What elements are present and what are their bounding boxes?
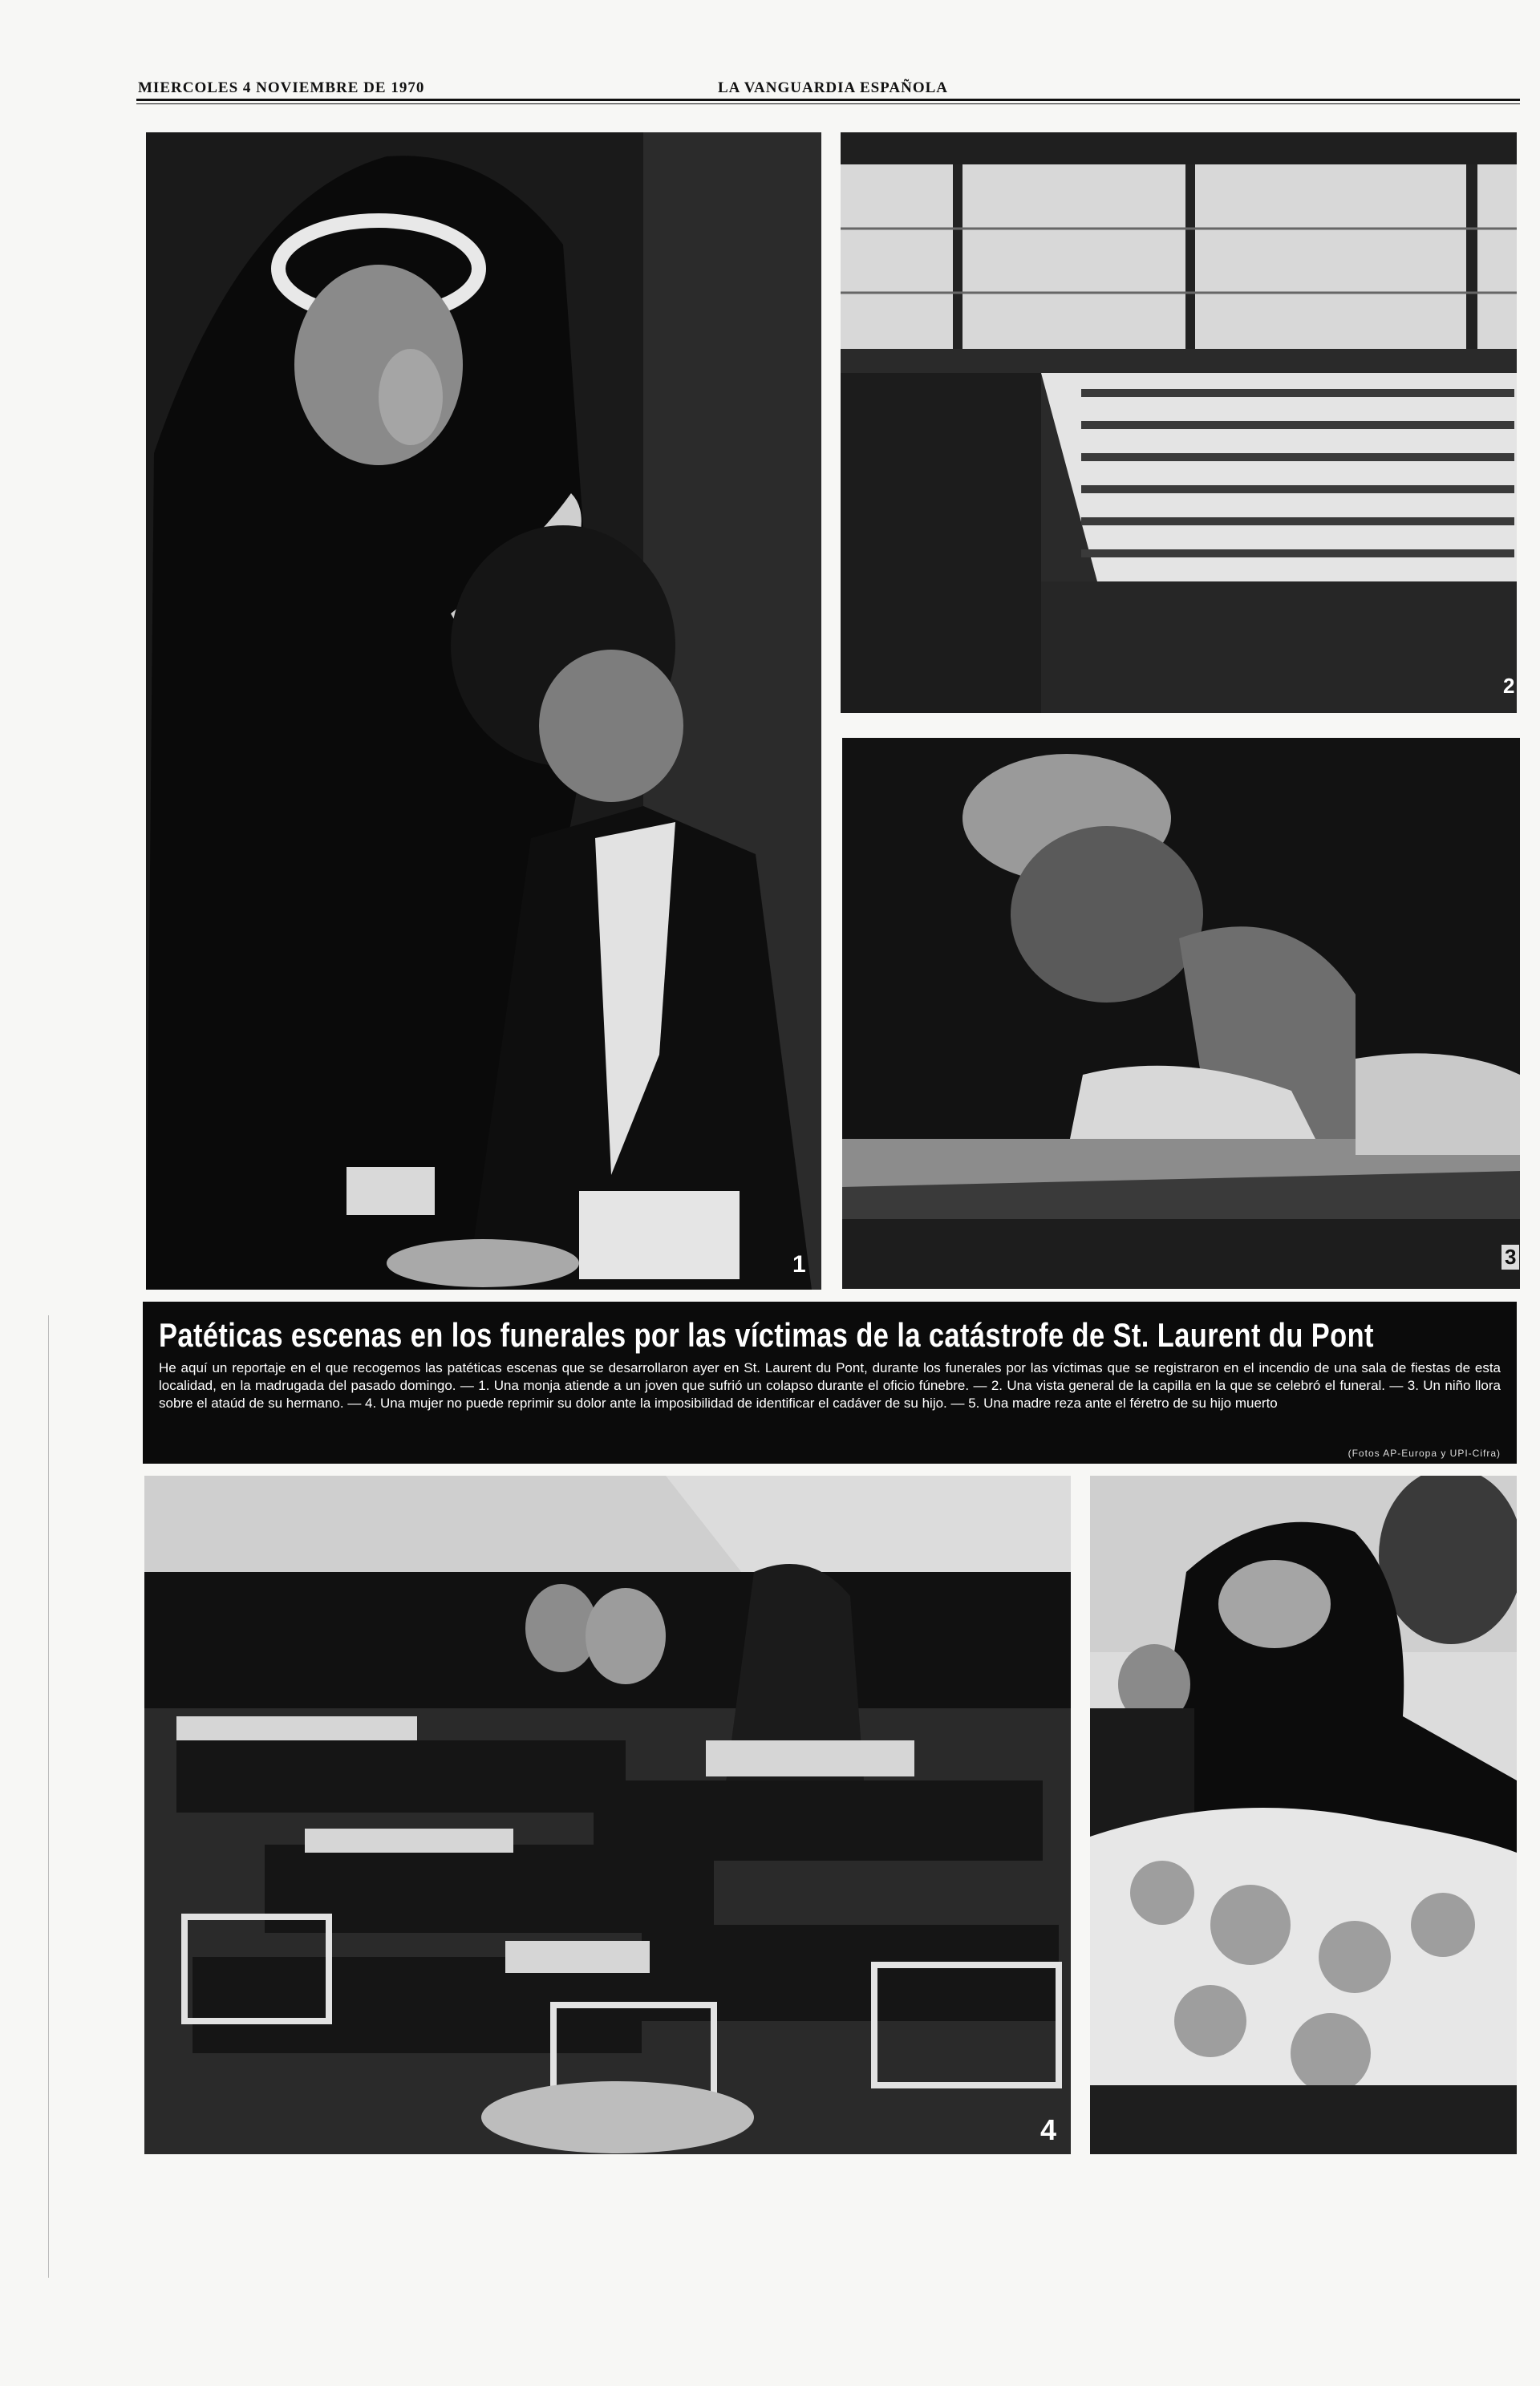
photo-1-nun-and-young-man — [146, 132, 821, 1290]
article-body: He aquí un reportaje en el que recogemos las patéticas escenas que se desarrollaron ayer en St. Laurent du Pont, durante los funerales por las víctimas que se registraron en el incendio de una sala de fiestas de esta localidad, en la madrugada del pasado domingo. — 1. Una monja atiende a un joven que sufrió un colapso durante el oficio fúnebre. — 2. Una vista general de la capilla en la que se celebró el funeral. — 3. Un niño llora sobre el ataúd de su hermano. — 4. Una mujer no puede reprimir su dolor ante la imposibilidad de identificar el cadáver de su hijo. — 5. Una madre reza ante el féretro de su hijo muerto — [159, 1360, 1501, 1411]
photo-5-mother-praying — [1090, 1476, 1517, 2154]
photo-4-woman-among-coffins — [144, 1476, 1071, 2154]
photo-3-number: 3 — [1502, 1245, 1519, 1270]
photo-1-number: 1 — [792, 1251, 806, 1278]
newspaper-name: LA VANGUARDIA ESPAÑOLA — [718, 79, 948, 96]
caption-box — [143, 1302, 1517, 1464]
photo-3-boy-over-coffin — [842, 738, 1520, 1289]
header-rule — [136, 99, 1520, 101]
article-title: Patéticas escenas en los funerales por las víctimas de la catástrofe de St. Laurent du Pont — [159, 1316, 1374, 1354]
header-date: MIERCOLES 4 NOVIEMBRE DE 1970 — [138, 79, 425, 96]
photo-2-number: 2 — [1503, 674, 1515, 698]
photo-credit: (Fotos AP-Europa y UPI-Cifra) — [1348, 1448, 1501, 1459]
page-margin-line — [48, 1315, 49, 2278]
photo-4-number: 4 — [1040, 2113, 1057, 2146]
header-rule-thin — [136, 103, 1520, 104]
photo-2-chapel-view — [841, 132, 1517, 713]
